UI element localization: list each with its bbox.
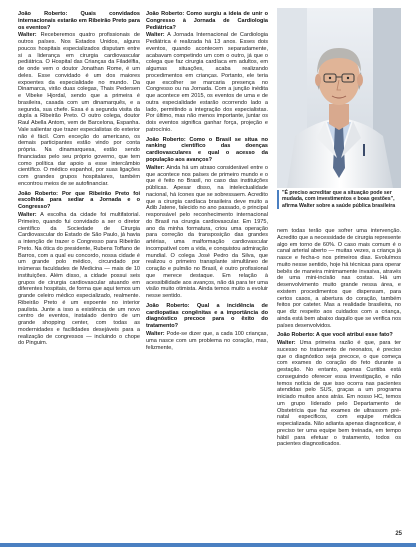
portrait-photo — [277, 8, 401, 188]
speaker-label: Walter: — [277, 340, 296, 347]
caption-line: afirma Walter sobre a saúde pública brasileira — [282, 202, 396, 209]
interview-column-3 — [277, 228, 401, 528]
interview-answer — [277, 340, 401, 448]
answer-text: A Jornada Internacional de Cardiologia Pediátrica é realizada há 13 anos. Esses dois eventos, quando acontecem separadamente, acabavam competindo um com o outro, já que o colega que faz cirurgia cardíaca em adultos, em algumas situações, acaba realizando procedimentos em crianças. Portanto, ele teria que escolher se marcaria presença no Congresso ou na Jornada. Com a junção inédita que acontece em 2015, os eventos de uma e de outra especialidade estarão ocorrendo lado a lado, permitindo a integração dos especialistas. Por último, mas não menos importante, juntar os dois eventos significa ganhar força, projeção e patrocínio. — [146, 32, 268, 133]
interview-question: João Roberto: Como surgiu a ideia de unir o Congresso à Jornada de Cardiologia Pediátrica? — [146, 11, 268, 31]
speaker-label: Walter: — [18, 32, 37, 39]
interview-answer — [146, 165, 268, 300]
caption-line: "É preciso acreditar que a situação pode ser — [282, 190, 392, 196]
interview-answer — [277, 228, 401, 329]
interview-question: João Roberto: Qual a incidência de cardiopatias congênitas e a importância do diagnóstico precoce para o êxito do tratamento? — [146, 302, 268, 330]
answer-text: Pode-se dizer que, a cada 100 crianças, uma nasce com um problema no coração, mas, felizmente, — [146, 331, 268, 351]
bottom-accent-bar — [0, 543, 416, 547]
answer-text: Receberemos quatro profissionais de outros países. Nos Estados Unidos, alguns poucos hospitais especializados disputam entre si a liderança em cirurgia cardiovascular pediátrica. O Hospital das Crianças da Filadélfia, de onde vem o doutor Jonathan Rome, é um deles. Esse convidado é um dos maiores expoentes da especialidade no mundo. Da Dinamarca, virão duas colegas, Thais Pedersen e Vibeke Hjordal, sendo que a primeira é brasileira, casada com um dinamarquês, e a segunda, sua chefe. Essa é a segunda visita da dupla a Ribeirão Preto. O outro colega, doutor Raul Abella Antom, vem de Barcelona, Espanha. Vale salientar que trazer especialistas do exterior não é fácil. Com exceção do americano, os demais participantes estão vindo por conta própria. Na dinamarquesa, estão sendo financiadas pelo seu próprio governo, que tem como política dar apoio a esse intercâmbio científico. O médico espanhol, por suas ligações com grandes grupos hospitalares, também encontrou meios de se autofinanciar. — [18, 32, 140, 187]
answer-text: Uma primeira razão é que, para ter sucesso no tratamento de neonatos, é preciso que o diagnóstico seja precoce, o que começa com exames do coração do feto durante a gestação. No entanto, apenas Curitiba está conseguindo oferecer essa investigação, e não temos notícia de que isso ocorra nas pacientes atendidas pelo SUS, graças a um programa iniciado muitos anos atrás. Em nosso HC, temos um grupo liderado pelo Departamento de Obstetrícia que faz exames de ultrassom pré-natal especificos, com equipe médica especializada. Não adianta apenas diagnosticar, é preciso ter uma equipe bem treinada, em tempo hábil para efetuar o tratamento, todos os pacientes diagnosticados. — [277, 340, 401, 448]
speaker-label: Walter: — [146, 331, 165, 338]
interview-answer — [18, 32, 140, 187]
interview-question: João Roberto: Como o Brasil se situa no ranking científico das doenças cardiovasculares e qual o acesso da população aos avanços? — [146, 136, 268, 163]
interview-column-2 — [146, 8, 268, 524]
photo-caption — [277, 190, 401, 209]
portrait-illustration — [277, 8, 401, 188]
answer-text: Ainda há um atraso considerável entre o que acontece nos países de primeiro mundo e o que é feito no Brasil, no caso das instituições públicas. Apesar disso, na intelectualidade nacional, há ícones que se sobressaem. Acredito que a cirurgia cardíaca brasileira deve muito a Adib Jatene, falecido no ano passado, o principal responsável pelo reconhecimento internacional do Brasil na cirurgia cardiovascular. Em 1975, ano da minha formatura, criou uma operação para correção da transposição das grandes artérias, uma malformação cardiovascular incompatível com a vida, e conquistou admiração mundial. O colega José Pedro da Silva, que realizou o primeiro transplante simultâneo de coração e pulmão no Brasil, é outro profissional que merece destaque. Em relação à acessibilidade aos avanços, não dá para ter uma visão muito otimista. Ainda temos muito a evoluir nesse sentido. — [146, 164, 268, 300]
interview-question: João Roberto: Quais convidados internacionais estarão em Ribeirão Preto para os eventos? — [18, 11, 140, 31]
answer-text: nem todas terão que sofrer uma intervenção. Acredito que a necessidade de cirurgia represente algo em torno de 60%. O caso mais comum é o canal arterial aberto — muitas vezes, a criança já nasce e fecha-o nos primeiros dias. Evoluímos muito nesse sentido, hoje há técnicas para operar bebês de maneira minimamente invasiva, através de uma mini-incisão nas costas. Há um desenvolvimento muito grande nessa área, e existem procedimentos que dispensam, para certos casos, a abertura do coração, também feitos por cateter. Mas a realidade brasileira, no que diz respeito aos cuidados com a criança, ainda está bem abaixo daquilo que se verifica nos países desenvolvidos. — [277, 228, 401, 329]
interview-column-1 — [18, 8, 140, 524]
answer-text: A escolha da cidade foi multifatorial. Primeiro, quando fui convidado a ser o diretor científico da Sociedade de Cirurgia Cardiovascular do Estado de São Paulo, já havia a intenção de trazer o Congresso para Ribeirão Preto. Na ótica do presidente, Rubens Toffano de Barros, com a qual eu concordo, nossa cidade é um grande polo médico, circundado por inúmeras faculdades de Medicina — mais de 10 instituições. Além disso, a cidade possui seis grupos de cirurgia cardiovascular atuando em diferentes hospitais, de forma que aqui temos um grande celeiro médico especializado, realmente. Ribeirão Preto é um expoente no interior paulista. Junte a isso a existência de um novo centro de eventos, instalado dentro de um grande shopping center, com todas as modernidades e facilidades desejáveis para a realização de congressos — incluindo o chope do Pinguim. — [18, 212, 140, 347]
interview-answer — [18, 212, 140, 347]
speaker-label: Walter: — [18, 212, 37, 219]
interview-question: João Roberto: Por que Ribeirão Preto foi escolhida para sediar a Jornada e o Congresso? — [18, 190, 140, 211]
speaker-label: Walter: — [146, 164, 165, 171]
interview-answer — [146, 331, 268, 351]
page-number: 25 — [395, 531, 402, 537]
interview-answer — [146, 32, 268, 133]
interview-question: João Roberto: A que você atribui esse fato? — [277, 332, 393, 339]
caption-line: mudada, com investimentos e boas gestões", — [282, 196, 395, 203]
speaker-label: Walter: — [146, 32, 165, 39]
